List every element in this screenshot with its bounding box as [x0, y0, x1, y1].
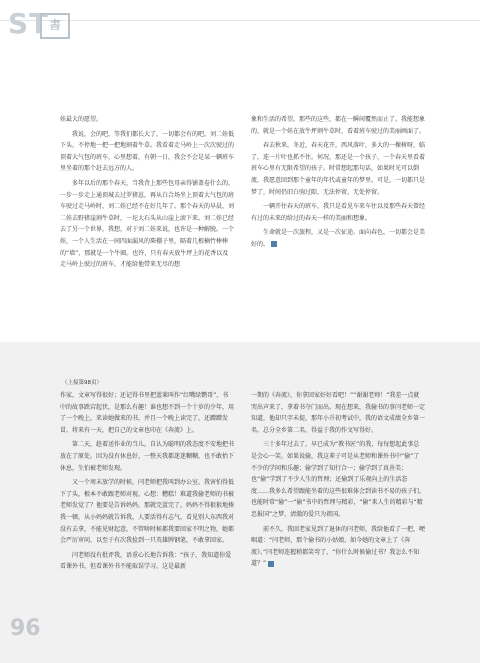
continued-from-tag: （上接第98页） [62, 380, 102, 386]
bottom-article-section [0, 342, 480, 663]
paragraph: 闫老师没有批评我，语重心长地告诉我：“孩子，我知道你爱看课外书，但看课外书不能取误学习，这是最新 [60, 551, 232, 571]
paragraph-last [251, 524, 425, 570]
end-mark-icon [268, 561, 274, 567]
page-number: 96 [10, 616, 41, 641]
top-article-section [0, 96, 480, 328]
logo-seal: 書 [40, 13, 70, 39]
paragraph-text: 前不久，我回老家见到了退休的闫老师，我给他看了一把，哽咽道：“闫老师，那个偷书的小姑娘，如今她的文章上了《奔流》。”闫老师连握稍都笑弯了，“你什么时候偷过书？我怎么不知道？” [251, 525, 426, 568]
top-right-column [251, 114, 425, 251]
paragraph: 作家，文章写得很好；还记得书里把蓝莱叫作“红嘴绿鹦哥”，书中的故事跌宕起伏，是那么有趣！谁也想不到一个十岁的少年，用了一个晚上，来读她做来的书，并且一个晚上读完了，还蹭蹭发冒，将来有一天，把自己的文章也印在《奔流》上。 [60, 392, 235, 434]
paragraph: 春去秋来，冬近，春天花开，西风落叶，多大的一棵树呀，临了，连一片叶也抓不住。何况，那还是一个孩子，一个春天里看着班车心里有无限希望的孩子。时常想起那句话，如果时光可以倒流，我愿意回到那个童年的年代或童年的梦里。可是，一切都只是梦了，时间仍旧白驹过隙，无法停留，无处停留。 [251, 142, 426, 196]
paragraph: 一辆开往春天的班车，我只是看见车来车往以及那些春天曾经有过的未来的给过的春天一样的美丽和想象。 [251, 203, 426, 222]
bottom-right-column [251, 390, 425, 570]
paragraph: 一期的《奔流》，你拿回家好好看吧！”“谢谢老师！”我差一点就哭出声来了，拿着书夺门而出。现在想来，我偷书的事闫老师一定知道，他却只字未提，那年小升初考试中，我的语文成绩全乡第一名，总分全乡第二名，得益于我的作文写得好。 [251, 392, 426, 434]
logo-text: ST [8, 7, 50, 40]
paragraph: 多年以后的那个春天，当我背上那些包母亲得铺盖卷什么的，一步一步走上通顶城去过罗猪崽，再从白合场坐上顶着大气包的班车驶过走马岭时，刘二娃已经不在好几年了。那个春天的早晨，刘二娃去野猪崖割牛草时，一坨大石头从山崖上滚下来。刘二娃已经去了另一个世界，我想，对于刘二娃来说，也许是一种解脱。一个娃，一个人生活在一间四面漏风的柴棚子里，隔着几根楠竹棒棒的“墙”，那就是一个牛圈。也许，只有春天放牛坪上的花香以及走马岭上驶过的班车，才能给他带来无尽的想 [60, 179, 235, 269]
end-mark-icon [271, 241, 277, 247]
paragraph: 又一个周末放学的时候，闫老师把我叫到办公室，我害怕得低下了头，根本不敢跟老师对视，心想：糟糕！难道我偷老师的书被老师发觉了？他要是告诉妈妈，那就完蛋完了，妈妈不得狠狠地揍我一顿，从小妈妈就告诉我，人要活得有志气，看见别人东西我对没有去拿，不能见财起意，不管啥时候都我要回家不明之物，她都会严厉审问，以至于有次我捡到一只英雄牌钢笔，不敢拿回家。 [60, 479, 235, 545]
paragraph: 象和生活的希望，那些的这些，都在一瞬间覆然而止了。我能想象的，就是一个娃在放牛坪割牛草时，看着班车驶过的美丽画面了。 [251, 116, 426, 135]
magazine-logo [8, 8, 70, 44]
paragraph: 我说，会的吧，等我们都长大了，一切都会有的吧。刘二娃低下头，不停地一把一把地割着牛草。我看着走马岭上一次次驶过的顶着大气包的班车，心里想着，有朝一日，我会不会是某一辆班车里坐着的那个赶去远方的人。 [60, 130, 235, 173]
paragraph: 第二天，趁着送作业的当儿，自认为聪明的我态度不安地把书放在了原处。因为没有休息好，一整天我都迷迷糊糊，也不敢抬下休息，生怕被老师发现。 [60, 441, 235, 472]
paragraph: 娃最大的愿望。 [60, 116, 103, 123]
paragraph-last [251, 227, 425, 250]
paragraph-text: 生命就是一次旅程，又是一次征途。面向春色，一切都会是美好的。 [251, 229, 426, 248]
masthead [0, 0, 480, 58]
masthead-rule [0, 20, 480, 21]
paragraph: 三十多年过去了，早已成为“教书匠”的我，每每想起此事总是会心一笑。如果说偷，我这辈子可是从老师和课外书中“偷”了不少的学问和乐趣；偷学到了知行合一；偷学到了真善美；也“偷”学到了不少人生的哲理；还偷到了乐观向上的生活态度……我多么希望跟能坐着的这些很难体会到读书不易的孩子们，也能时常“偷”一“偷”书中的哲理与精彩，“偷”来人生的精彩与“精忠报国”之梦，清澈的爱只为祖国。 [251, 441, 426, 518]
bottom-left-column [60, 390, 234, 573]
top-left-column [60, 114, 234, 271]
